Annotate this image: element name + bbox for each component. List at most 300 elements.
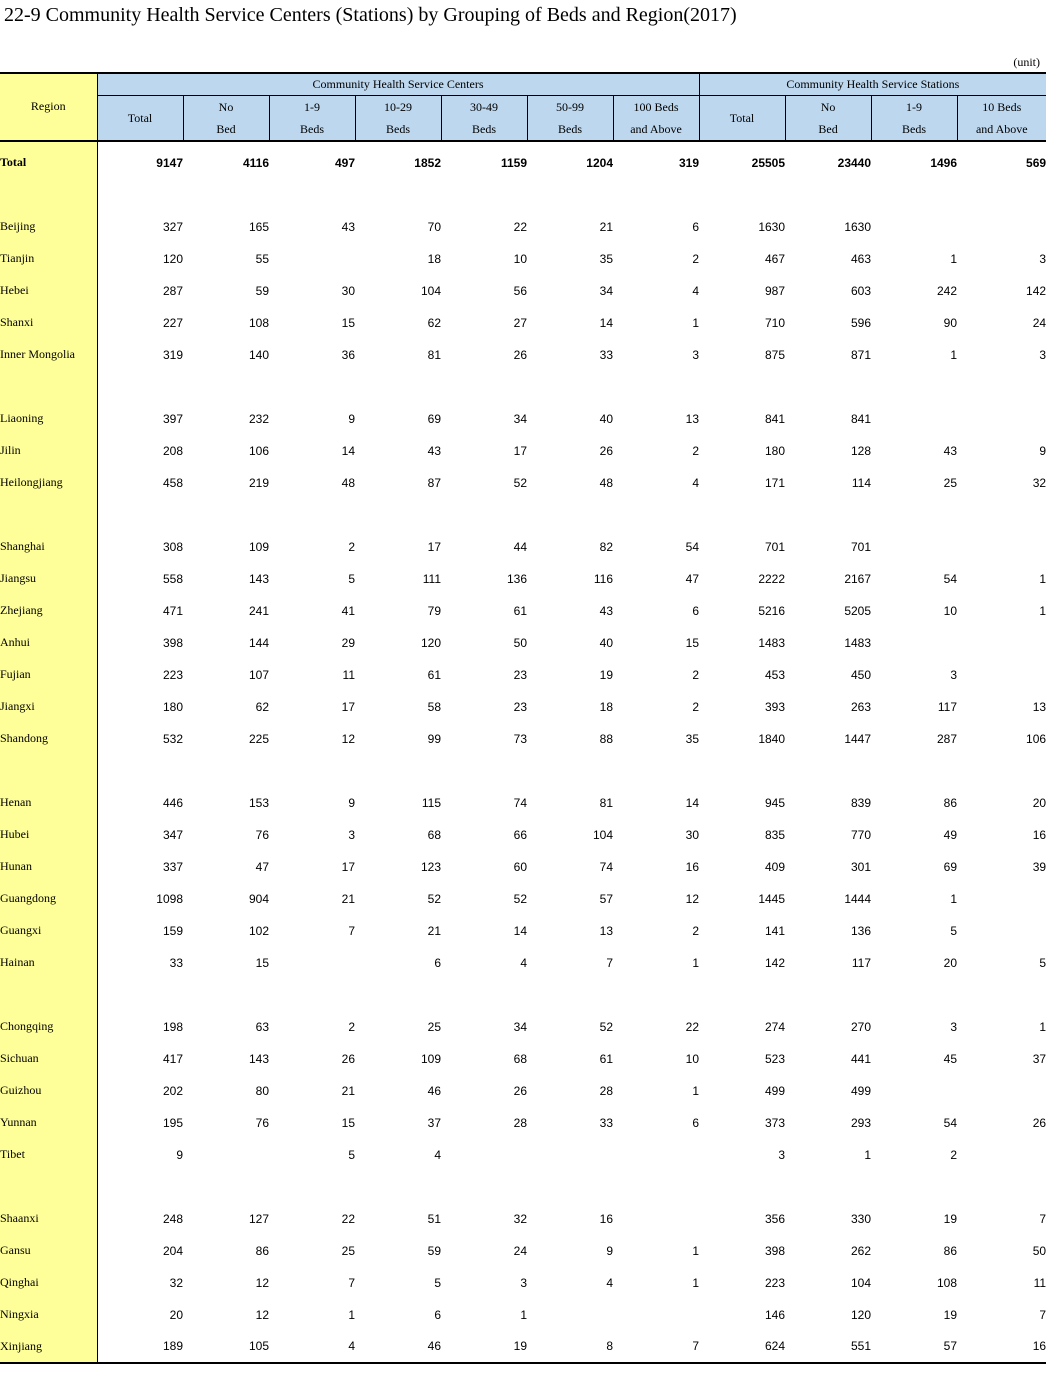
value-cell: 62 [255,699,269,714]
value-cell: 52 [513,475,527,490]
value-cell: 69 [427,411,441,426]
value-cell: 46 [427,1083,441,1098]
value-cell: 17 [427,539,441,554]
region-cell: Liaoning [0,403,97,435]
value-cell: 40 [599,411,613,426]
value-cell: 106 [248,443,269,458]
value-cell: 15 [685,635,700,650]
value-cell: 4116 [242,155,269,170]
value-cell: 120 [162,251,183,266]
value-cell: 55 [255,251,269,266]
value-cell [957,211,1046,243]
value-cell: 770 [851,827,872,842]
value-cell: 7 [606,955,613,970]
region-cell: Guangdong [0,883,97,915]
spacer-row [0,979,1046,1011]
value-cell: 19 [943,1211,958,1226]
value-cell: 180 [765,443,786,458]
value-cell: 12 [341,731,355,746]
value-cell: 12 [685,891,700,906]
value-cell: 9 [348,411,355,426]
value-cell: 108 [937,1275,958,1290]
table-row [0,1075,1046,1107]
value-cell [957,915,1046,947]
value-cell: 15 [341,1115,355,1130]
value-cell: 105 [183,1331,269,1363]
table-row [0,1011,1046,1043]
value-cell: 52 [427,891,441,906]
value-cell: 36 [341,347,355,362]
value-cell: 5 [348,1147,355,1162]
value-cell: 109 [248,539,269,554]
table-row [0,211,1046,243]
value-cell: 2222 [758,571,786,586]
table-row [0,595,1046,627]
value-cell: 11 [342,667,355,682]
value-cell: 54 [943,571,958,586]
value-cell: 1 [348,1307,355,1322]
value-cell: 1840 [758,731,786,746]
value-cell: 219 [248,475,269,490]
spacer-row [0,179,1046,211]
column-header [441,95,527,141]
region-cell: Jiangsu [0,563,97,595]
value-cell: 23 [513,699,527,714]
value-cell: 40 [599,635,613,650]
column-header-bottom: Beds [902,121,927,136]
value-cell [871,1075,957,1107]
value-cell: 74 [599,859,613,874]
stations-group-header: Community Health Service Stations [699,73,1046,95]
value-cell [613,1299,699,1331]
column-header-top: 1-9 [906,99,923,114]
column-header [613,95,699,141]
value-cell: 26 [513,347,527,362]
value-cell: 3 [950,667,958,682]
value-cell: 41 [341,603,355,618]
value-cell: 107 [248,667,269,682]
value-cell: 34 [513,411,527,426]
value-cell: 263 [851,699,872,714]
value-cell: 287 [937,731,958,746]
value-cell: 26 [341,1051,355,1066]
region-cell: Zhejiang [0,595,97,627]
value-cell: 30 [341,283,355,298]
value-cell [613,1139,699,1171]
value-cell: 4 [692,283,700,298]
value-cell: 19 [441,1331,527,1363]
value-cell: 80 [255,1083,269,1098]
value-cell: 409 [765,859,786,874]
value-cell: 144 [248,635,269,650]
region-cell: Inner Mongolia [0,339,97,371]
value-cell: 25 [427,1019,441,1034]
value-cell: 8 [527,1331,613,1363]
value-cell: 14 [685,795,700,810]
value-cell: 32 [513,1211,527,1226]
region-header [0,73,97,141]
value-cell: 301 [851,859,872,874]
value-cell: 5216 [758,603,786,618]
value-cell: 202 [162,1083,183,1098]
value-cell: 62 [427,315,441,330]
value-cell: 81 [599,795,613,810]
table-row [0,563,1046,595]
value-cell: 1630 [844,219,872,234]
value-cell: 9 [176,1147,183,1162]
value-cell: 48 [341,475,355,490]
value-cell: 3 [778,1147,786,1162]
column-header-top: No [820,99,836,114]
value-cell: 835 [765,827,786,842]
value-cell: 120 [851,1307,872,1322]
value-cell: 61 [513,603,527,618]
table-row [0,1203,1046,1235]
value-cell: 1 [1039,571,1046,586]
value-cell: 142 [765,955,786,970]
value-cell: 106 [1026,731,1046,746]
table-row [0,339,1046,371]
value-cell: 24 [513,1243,527,1258]
value-cell: 569 [1026,155,1046,170]
page-title: 22-9 Community Health Service Centers (Stations) by Grouping of Beds and Region(2017) [4,4,737,26]
value-cell: 1 [692,1083,700,1098]
region-cell: Ningxia [0,1299,97,1331]
value-cell: 13 [685,411,700,426]
value-cell: 14 [341,443,355,458]
value-cell: 37 [1032,1051,1046,1066]
column-header-bottom: and Above [630,121,682,136]
value-cell [871,627,957,659]
value-cell: 25505 [751,155,786,170]
region-header-label: Region [30,99,66,114]
value-cell: 82 [599,539,613,554]
value-cell: 5 [1039,955,1046,970]
value-cell [957,403,1046,435]
value-cell: 159 [162,923,183,938]
region-cell: Guangxi [0,915,97,947]
value-cell: 337 [162,859,183,874]
table-row [0,467,1046,499]
value-cell: 17 [341,859,355,874]
value-cell: 43 [427,443,441,458]
table-row [0,915,1046,947]
value-cell: 25 [943,475,958,490]
value-cell: 287 [162,283,183,298]
value-cell: 319 [162,347,183,362]
value-cell: 710 [765,315,786,330]
table-row [0,1235,1046,1267]
value-cell: 48 [599,475,613,490]
value-cell: 1445 [758,891,786,906]
value-cell: 3 [950,1019,958,1034]
value-cell: 114 [851,475,872,490]
value-cell [957,1075,1046,1107]
value-cell: 143 [248,1051,269,1066]
value-cell: 128 [851,443,872,458]
value-cell: 458 [162,475,183,490]
value-cell: 558 [162,571,183,586]
value-cell: 204 [162,1243,183,1258]
table-row [0,691,1046,723]
value-cell: 86 [943,1243,958,1258]
region-cell: Hainan [0,947,97,979]
value-cell: 19 [599,667,613,682]
value-cell: 51 [427,1211,441,1226]
column-header [785,95,871,141]
value-cell: 22 [685,1019,700,1034]
value-cell: 10 [943,603,958,618]
value-cell: 20 [169,1307,183,1322]
table-row [0,1331,1046,1363]
value-cell: 441 [851,1051,872,1066]
value-cell: 146 [765,1307,786,1322]
value-cell: 50 [1032,1243,1046,1258]
region-cell: Gansu [0,1235,97,1267]
value-cell: 551 [785,1331,871,1363]
value-cell: 373 [765,1115,786,1130]
value-cell: 43 [599,603,613,618]
value-cell: 453 [765,667,786,682]
value-cell: 1 [692,315,700,330]
value-cell: 86 [255,1243,269,1258]
value-cell: 63 [255,1019,269,1034]
value-cell: 467 [765,251,786,266]
value-cell: 1 [692,955,700,970]
value-cell: 1852 [414,155,441,170]
value-cell [957,627,1046,659]
table-row [0,659,1046,691]
value-cell: 76 [255,1115,269,1130]
value-cell: 69 [943,859,958,874]
spacer-row [0,371,1046,403]
value-cell: 57 [599,891,613,906]
value-cell: 43 [943,443,958,458]
value-cell: 54 [943,1115,958,1130]
column-header-bottom: Bed [818,121,838,136]
value-cell: 30 [685,827,700,842]
value-cell: 904 [248,891,269,906]
value-cell: 104 [420,283,441,298]
value-cell: 330 [851,1211,872,1226]
region-cell: Tibet [0,1139,97,1171]
value-cell: 189 [97,1331,183,1363]
value-cell: 2 [950,1147,958,1162]
value-cell: 398 [162,635,183,650]
value-cell: 1 [950,347,958,362]
table-row [0,1299,1046,1331]
region-cell: Jilin [0,435,97,467]
value-cell: 12 [255,1307,269,1322]
value-cell: 875 [765,347,786,362]
value-cell: 2 [692,443,700,458]
value-cell [871,531,957,563]
table-row [0,307,1046,339]
value-cell: 109 [420,1051,441,1066]
region-cell: Chongqing [0,1011,97,1043]
value-cell: 54 [685,539,700,554]
region-cell: Yunnan [0,1107,97,1139]
value-cell: 347 [162,827,183,842]
value-cell: 16 [957,1331,1046,1363]
value-cell: 1 [692,1275,700,1290]
value-cell: 12 [255,1275,269,1290]
value-cell: 327 [162,219,183,234]
value-cell: 52 [513,891,527,906]
table-row [0,851,1046,883]
column-header [957,95,1046,141]
value-cell: 127 [248,1211,269,1226]
column-header [527,95,613,141]
column-header-top: 10 Beds [982,99,1022,114]
value-cell: 17 [513,443,527,458]
value-cell: 87 [427,475,441,490]
value-cell: 4 [269,1331,355,1363]
value-cell: 293 [851,1115,872,1130]
value-cell: 117 [851,955,872,970]
table-row [0,1139,1046,1171]
region-cell: Sichuan [0,1043,97,1075]
value-cell [269,243,355,275]
value-cell: 871 [851,347,872,362]
value-cell: 262 [851,1243,872,1258]
value-cell: 26 [513,1083,527,1098]
column-header-top: Total [127,110,153,125]
value-cell: 4 [434,1147,441,1162]
value-cell: 1447 [844,731,872,746]
value-cell: 523 [765,1051,786,1066]
value-cell: 3 [1039,251,1046,266]
region-cell: Jiangxi [0,691,97,723]
column-header-bottom: Beds [300,121,324,136]
centers-group-header: Community Health Service Centers [97,73,699,95]
value-cell: 141 [765,923,786,938]
value-cell: 1 [692,1243,700,1258]
value-cell: 2 [692,923,700,938]
column-header-top: Total [729,110,755,125]
value-cell: 16 [1032,827,1046,842]
column-header-top: 30-49 [470,99,498,114]
value-cell: 37 [427,1115,441,1130]
value-cell: 3 [348,827,355,842]
value-cell: 33 [599,347,613,362]
column-header-top: 100 Beds [633,99,679,114]
column-header-top: 1-9 [304,99,320,114]
value-cell: 624 [699,1331,785,1363]
value-cell: 165 [248,219,269,234]
value-cell [527,1299,613,1331]
value-cell: 140 [248,347,269,362]
value-cell: 34 [599,283,613,298]
value-cell: 22 [341,1211,355,1226]
table-row [0,1267,1046,1299]
region-cell: Hunan [0,851,97,883]
value-cell: 120 [420,635,441,650]
value-cell: 14 [599,315,613,330]
value-cell: 7 [348,923,355,938]
column-header-bottom: Bed [216,121,236,136]
value-cell [441,1139,527,1171]
region-cell: Shanxi [0,307,97,339]
region-cell: Anhui [0,627,97,659]
region-cell: Beijing [0,211,97,243]
column-header [699,95,785,141]
value-cell: 18 [427,251,441,266]
value-cell: 180 [162,699,183,714]
value-cell [269,947,355,979]
value-cell: 115 [421,795,441,810]
value-cell: 11 [1033,1275,1046,1290]
value-cell: 4 [692,475,700,490]
table-row [0,883,1046,915]
value-cell: 248 [162,1211,183,1226]
value-cell [957,531,1046,563]
column-header-bottom: Beds [558,121,582,136]
value-cell: 270 [851,1019,872,1034]
value-cell [183,1139,269,1171]
value-cell: 117 [937,699,958,714]
value-cell: 393 [765,699,786,714]
value-cell: 3 [692,347,700,362]
value-cell: 9 [606,1243,613,1258]
value-cell: 15 [341,315,355,330]
value-cell: 232 [248,411,269,426]
value-cell: 9147 [156,155,183,170]
value-cell: 6 [434,955,441,970]
value-cell: 227 [162,315,183,330]
table-row [0,787,1046,819]
value-cell: 1098 [156,891,183,906]
value-cell: 701 [851,539,872,554]
value-cell: 39 [1032,859,1046,874]
value-cell: 136 [506,571,527,586]
value-cell: 99 [427,731,441,746]
value-cell: 195 [162,1115,183,1130]
value-cell: 59 [255,283,269,298]
value-cell: 24 [1032,315,1046,330]
value-cell: 20 [943,955,958,970]
value-cell: 33 [599,1115,613,1130]
value-cell: 9 [348,795,355,810]
value-cell: 16 [685,859,700,874]
value-cell: 70 [427,219,441,234]
value-cell: 102 [248,923,269,938]
table-row [0,435,1046,467]
value-cell: 50 [513,635,527,650]
table-row [0,1043,1046,1075]
value-cell: 701 [765,539,786,554]
spacer-row [0,1171,1046,1203]
value-cell: 34 [513,1019,527,1034]
table-row [0,947,1046,979]
value-cell: 45 [943,1051,958,1066]
value-cell: 73 [513,731,527,746]
value-cell: 52 [599,1019,613,1034]
table-row [0,275,1046,307]
region-cell: Shandong [0,723,97,755]
value-cell: 1496 [930,155,958,170]
value-cell: 9 [1039,443,1046,458]
value-cell: 32 [169,1275,183,1290]
value-cell: 596 [851,315,872,330]
table-row [0,403,1046,435]
value-cell: 603 [851,283,872,298]
value-cell: 23440 [837,155,872,170]
value-cell: 1 [950,251,958,266]
column-header-bottom: Beds [472,121,496,136]
column-header [183,95,269,141]
value-cell: 90 [943,315,958,330]
